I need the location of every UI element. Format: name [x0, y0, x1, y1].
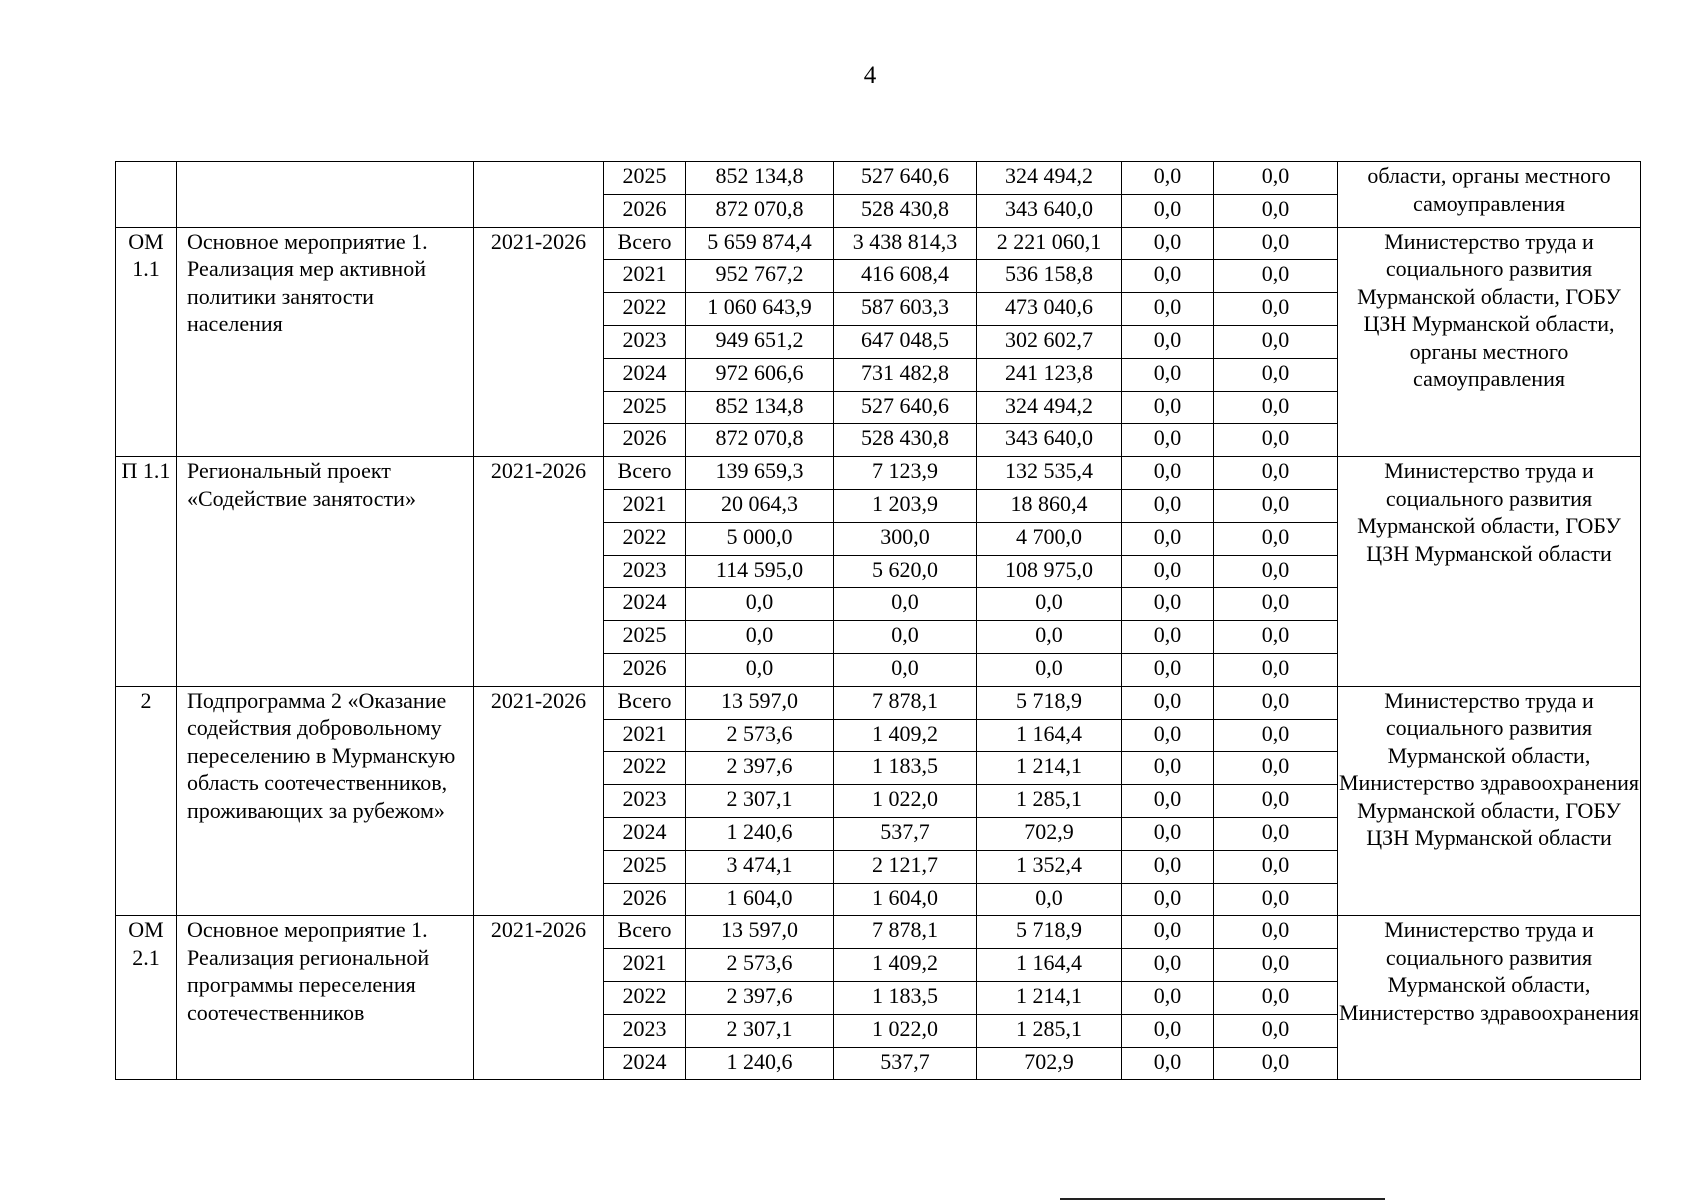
amount-total-cell: 952 767,2 [686, 260, 834, 293]
amount-other-cell: 0,0 [1214, 1047, 1338, 1080]
amount-local-cell: 0,0 [1122, 850, 1214, 883]
amount-total-cell: 5 000,0 [686, 522, 834, 555]
item-code [116, 162, 177, 228]
amount-regional-cell: 2 121,7 [834, 850, 977, 883]
item-name: Региональный проект «Содействие занятости» [177, 457, 474, 687]
amount-other-cell: 0,0 [1214, 260, 1338, 293]
amount-other-cell: 0,0 [1214, 686, 1338, 719]
amount-federal-cell: 2 221 060,1 [977, 227, 1122, 260]
amount-federal-cell: 1 285,1 [977, 1014, 1122, 1047]
amount-federal-cell: 302 602,7 [977, 325, 1122, 358]
amount-other-cell: 0,0 [1214, 588, 1338, 621]
amount-other-cell: 0,0 [1214, 424, 1338, 457]
amount-other-cell: 0,0 [1214, 457, 1338, 490]
amount-other-cell: 0,0 [1214, 227, 1338, 260]
item-code: 2 [116, 686, 177, 916]
amount-total-cell: 13 597,0 [686, 916, 834, 949]
amount-local-cell: 0,0 [1122, 588, 1214, 621]
amount-other-cell: 0,0 [1214, 621, 1338, 654]
amount-federal-cell: 4 700,0 [977, 522, 1122, 555]
amount-local-cell: 0,0 [1122, 981, 1214, 1014]
amount-regional-cell: 1 604,0 [834, 883, 977, 916]
year-cell: 2023 [604, 1014, 686, 1047]
amount-total-cell: 2 397,6 [686, 981, 834, 1014]
amount-federal-cell: 1 164,4 [977, 719, 1122, 752]
item-code: ОМ 1.1 [116, 227, 177, 457]
amount-local-cell: 0,0 [1122, 686, 1214, 719]
item-code: ОМ 2.1 [116, 916, 177, 1080]
amount-local-cell: 0,0 [1122, 325, 1214, 358]
amount-other-cell: 0,0 [1214, 555, 1338, 588]
amount-federal-cell: 5 718,9 [977, 916, 1122, 949]
amount-other-cell: 0,0 [1214, 916, 1338, 949]
amount-total-cell: 0,0 [686, 588, 834, 621]
year-cell: 2022 [604, 522, 686, 555]
year-cell: 2021 [604, 260, 686, 293]
year-cell: 2024 [604, 358, 686, 391]
amount-local-cell: 0,0 [1122, 752, 1214, 785]
amount-regional-cell: 647 048,5 [834, 325, 977, 358]
amount-local-cell: 0,0 [1122, 522, 1214, 555]
amount-total-cell: 852 134,8 [686, 391, 834, 424]
table-row [116, 916, 1641, 949]
amount-other-cell: 0,0 [1214, 981, 1338, 1014]
amount-federal-cell: 108 975,0 [977, 555, 1122, 588]
amount-regional-cell: 5 620,0 [834, 555, 977, 588]
amount-regional-cell: 1 183,5 [834, 752, 977, 785]
amount-total-cell: 3 474,1 [686, 850, 834, 883]
amount-other-cell: 0,0 [1214, 358, 1338, 391]
amount-federal-cell: 343 640,0 [977, 194, 1122, 227]
amount-federal-cell: 1 214,1 [977, 981, 1122, 1014]
amount-federal-cell: 1 352,4 [977, 850, 1122, 883]
amount-other-cell: 0,0 [1214, 653, 1338, 686]
amount-other-cell: 0,0 [1214, 949, 1338, 982]
amount-total-cell: 2 307,1 [686, 785, 834, 818]
amount-other-cell: 0,0 [1214, 522, 1338, 555]
year-cell: 2024 [604, 1047, 686, 1080]
amount-total-cell: 1 060 643,9 [686, 293, 834, 326]
amount-federal-cell: 0,0 [977, 883, 1122, 916]
year-cell: 2025 [604, 850, 686, 883]
year-cell: 2021 [604, 489, 686, 522]
amount-total-cell: 1 604,0 [686, 883, 834, 916]
year-cell: 2022 [604, 293, 686, 326]
year-cell: 2026 [604, 424, 686, 457]
amount-total-cell: 20 064,3 [686, 489, 834, 522]
table-row [116, 162, 1641, 195]
amount-regional-cell: 528 430,8 [834, 194, 977, 227]
year-cell: 2026 [604, 194, 686, 227]
amount-total-cell: 13 597,0 [686, 686, 834, 719]
item-period [474, 162, 604, 228]
table-row [116, 686, 1641, 719]
amount-regional-cell: 7 878,1 [834, 686, 977, 719]
amount-regional-cell: 527 640,6 [834, 162, 977, 195]
amount-total-cell: 872 070,8 [686, 194, 834, 227]
executor-cell: Министерство труда и социального развития Мурманской области, ГОБУ ЦЗН Мурманской области [1338, 457, 1641, 687]
amount-other-cell: 0,0 [1214, 752, 1338, 785]
year-cell: 2026 [604, 653, 686, 686]
amount-regional-cell: 537,7 [834, 1047, 977, 1080]
amount-total-cell: 2 397,6 [686, 752, 834, 785]
amount-federal-cell: 132 535,4 [977, 457, 1122, 490]
amount-other-cell: 0,0 [1214, 325, 1338, 358]
item-name: Подпрограмма 2 «Оказание содействия добровольному переселению в Мурманскую область соотечественников, проживающих за рубежом» [177, 686, 474, 916]
amount-total-cell: 139 659,3 [686, 457, 834, 490]
amount-regional-cell: 7 123,9 [834, 457, 977, 490]
amount-federal-cell: 324 494,2 [977, 391, 1122, 424]
amount-federal-cell: 702,9 [977, 817, 1122, 850]
amount-local-cell: 0,0 [1122, 293, 1214, 326]
amount-federal-cell: 473 040,6 [977, 293, 1122, 326]
amount-local-cell: 0,0 [1122, 949, 1214, 982]
amount-local-cell: 0,0 [1122, 358, 1214, 391]
year-cell: 2022 [604, 981, 686, 1014]
amount-federal-cell: 0,0 [977, 621, 1122, 654]
amount-regional-cell: 0,0 [834, 621, 977, 654]
amount-regional-cell: 1 203,9 [834, 489, 977, 522]
year-cell: 2023 [604, 325, 686, 358]
amount-total-cell: 1 240,6 [686, 1047, 834, 1080]
amount-regional-cell: 1 022,0 [834, 785, 977, 818]
table-row [116, 227, 1641, 260]
amount-regional-cell: 300,0 [834, 522, 977, 555]
year-cell: 2021 [604, 949, 686, 982]
year-cell: Всего [604, 457, 686, 490]
page-number: 4 [863, 62, 877, 89]
executor-cell: Министерство труда и социального развития Мурманской области, Министерство здравоохранения Мурманской области, ГОБУ ЦЗН Мурманской области [1338, 686, 1641, 916]
year-cell: 2025 [604, 621, 686, 654]
amount-federal-cell: 5 718,9 [977, 686, 1122, 719]
year-cell: 2022 [604, 752, 686, 785]
amount-local-cell: 0,0 [1122, 719, 1214, 752]
amount-regional-cell: 537,7 [834, 817, 977, 850]
amount-regional-cell: 528 430,8 [834, 424, 977, 457]
amount-federal-cell: 18 860,4 [977, 489, 1122, 522]
amount-local-cell: 0,0 [1122, 391, 1214, 424]
amount-local-cell: 0,0 [1122, 1014, 1214, 1047]
item-period: 2021-2026 [474, 686, 604, 916]
amount-total-cell: 0,0 [686, 653, 834, 686]
year-cell: 2024 [604, 817, 686, 850]
amount-total-cell: 872 070,8 [686, 424, 834, 457]
executor-cell: Министерство труда и социального развития Мурманской области, ГОБУ ЦЗН Мурманской области, органы местного самоуправления [1338, 227, 1641, 457]
amount-federal-cell: 0,0 [977, 653, 1122, 686]
amount-other-cell: 0,0 [1214, 1014, 1338, 1047]
year-cell: 2021 [604, 719, 686, 752]
amount-regional-cell: 416 608,4 [834, 260, 977, 293]
amount-other-cell: 0,0 [1214, 293, 1338, 326]
item-name: Основное мероприятие 1. Реализация региональной программы переселения соотечественников [177, 916, 474, 1080]
amount-regional-cell: 1 409,2 [834, 949, 977, 982]
item-period: 2021-2026 [474, 916, 604, 1080]
amount-regional-cell: 1 022,0 [834, 1014, 977, 1047]
amount-total-cell: 1 240,6 [686, 817, 834, 850]
amount-local-cell: 0,0 [1122, 555, 1214, 588]
amount-regional-cell: 1 183,5 [834, 981, 977, 1014]
amount-regional-cell: 731 482,8 [834, 358, 977, 391]
amount-federal-cell: 702,9 [977, 1047, 1122, 1080]
amount-local-cell: 0,0 [1122, 621, 1214, 654]
amount-federal-cell: 536 158,8 [977, 260, 1122, 293]
amount-federal-cell: 343 640,0 [977, 424, 1122, 457]
amount-local-cell: 0,0 [1122, 260, 1214, 293]
amount-regional-cell: 587 603,3 [834, 293, 977, 326]
year-cell: 2023 [604, 785, 686, 818]
year-cell: 2025 [604, 162, 686, 195]
year-cell: 2026 [604, 883, 686, 916]
item-period: 2021-2026 [474, 227, 604, 457]
amount-local-cell: 0,0 [1122, 653, 1214, 686]
amount-other-cell: 0,0 [1214, 194, 1338, 227]
amount-federal-cell: 324 494,2 [977, 162, 1122, 195]
amount-regional-cell: 3 438 814,3 [834, 227, 977, 260]
amount-local-cell: 0,0 [1122, 489, 1214, 522]
budget-table [115, 161, 1641, 1080]
amount-total-cell: 0,0 [686, 621, 834, 654]
amount-regional-cell: 527 640,6 [834, 391, 977, 424]
item-period: 2021-2026 [474, 457, 604, 687]
amount-federal-cell: 1 214,1 [977, 752, 1122, 785]
amount-regional-cell: 1 409,2 [834, 719, 977, 752]
amount-local-cell: 0,0 [1122, 883, 1214, 916]
amount-total-cell: 949 651,2 [686, 325, 834, 358]
year-cell: 2023 [604, 555, 686, 588]
amount-local-cell: 0,0 [1122, 457, 1214, 490]
amount-other-cell: 0,0 [1214, 850, 1338, 883]
amount-other-cell: 0,0 [1214, 162, 1338, 195]
amount-regional-cell: 0,0 [834, 588, 977, 621]
year-cell: 2025 [604, 391, 686, 424]
amount-local-cell: 0,0 [1122, 817, 1214, 850]
amount-federal-cell: 241 123,8 [977, 358, 1122, 391]
amount-total-cell: 972 606,6 [686, 358, 834, 391]
amount-total-cell: 2 573,6 [686, 949, 834, 982]
amount-other-cell: 0,0 [1214, 719, 1338, 752]
amount-local-cell: 0,0 [1122, 227, 1214, 260]
amount-total-cell: 852 134,8 [686, 162, 834, 195]
year-cell: Всего [604, 916, 686, 949]
amount-local-cell: 0,0 [1122, 162, 1214, 195]
amount-local-cell: 0,0 [1122, 916, 1214, 949]
amount-other-cell: 0,0 [1214, 883, 1338, 916]
amount-local-cell: 0,0 [1122, 1047, 1214, 1080]
amount-regional-cell: 0,0 [834, 653, 977, 686]
amount-local-cell: 0,0 [1122, 194, 1214, 227]
executor-cell: Министерство труда и социального развития Мурманской области, Министерство здравоохранения [1338, 916, 1641, 1080]
table-row [116, 457, 1641, 490]
amount-total-cell: 2 307,1 [686, 1014, 834, 1047]
amount-federal-cell: 0,0 [977, 588, 1122, 621]
amount-federal-cell: 1 164,4 [977, 949, 1122, 982]
amount-local-cell: 0,0 [1122, 424, 1214, 457]
amount-other-cell: 0,0 [1214, 489, 1338, 522]
year-cell: Всего [604, 686, 686, 719]
amount-total-cell: 2 573,6 [686, 719, 834, 752]
item-name: Основное мероприятие 1. Реализация мер активной политики занятости населения [177, 227, 474, 457]
amount-other-cell: 0,0 [1214, 817, 1338, 850]
amount-federal-cell: 1 285,1 [977, 785, 1122, 818]
amount-total-cell: 114 595,0 [686, 555, 834, 588]
year-cell: 2024 [604, 588, 686, 621]
amount-local-cell: 0,0 [1122, 785, 1214, 818]
executor-cell: области, органы местного самоуправления [1338, 162, 1641, 228]
item-name [177, 162, 474, 228]
amount-total-cell: 5 659 874,4 [686, 227, 834, 260]
amount-other-cell: 0,0 [1214, 785, 1338, 818]
item-code: П 1.1 [116, 457, 177, 687]
year-cell: Всего [604, 227, 686, 260]
amount-other-cell: 0,0 [1214, 391, 1338, 424]
amount-regional-cell: 7 878,1 [834, 916, 977, 949]
